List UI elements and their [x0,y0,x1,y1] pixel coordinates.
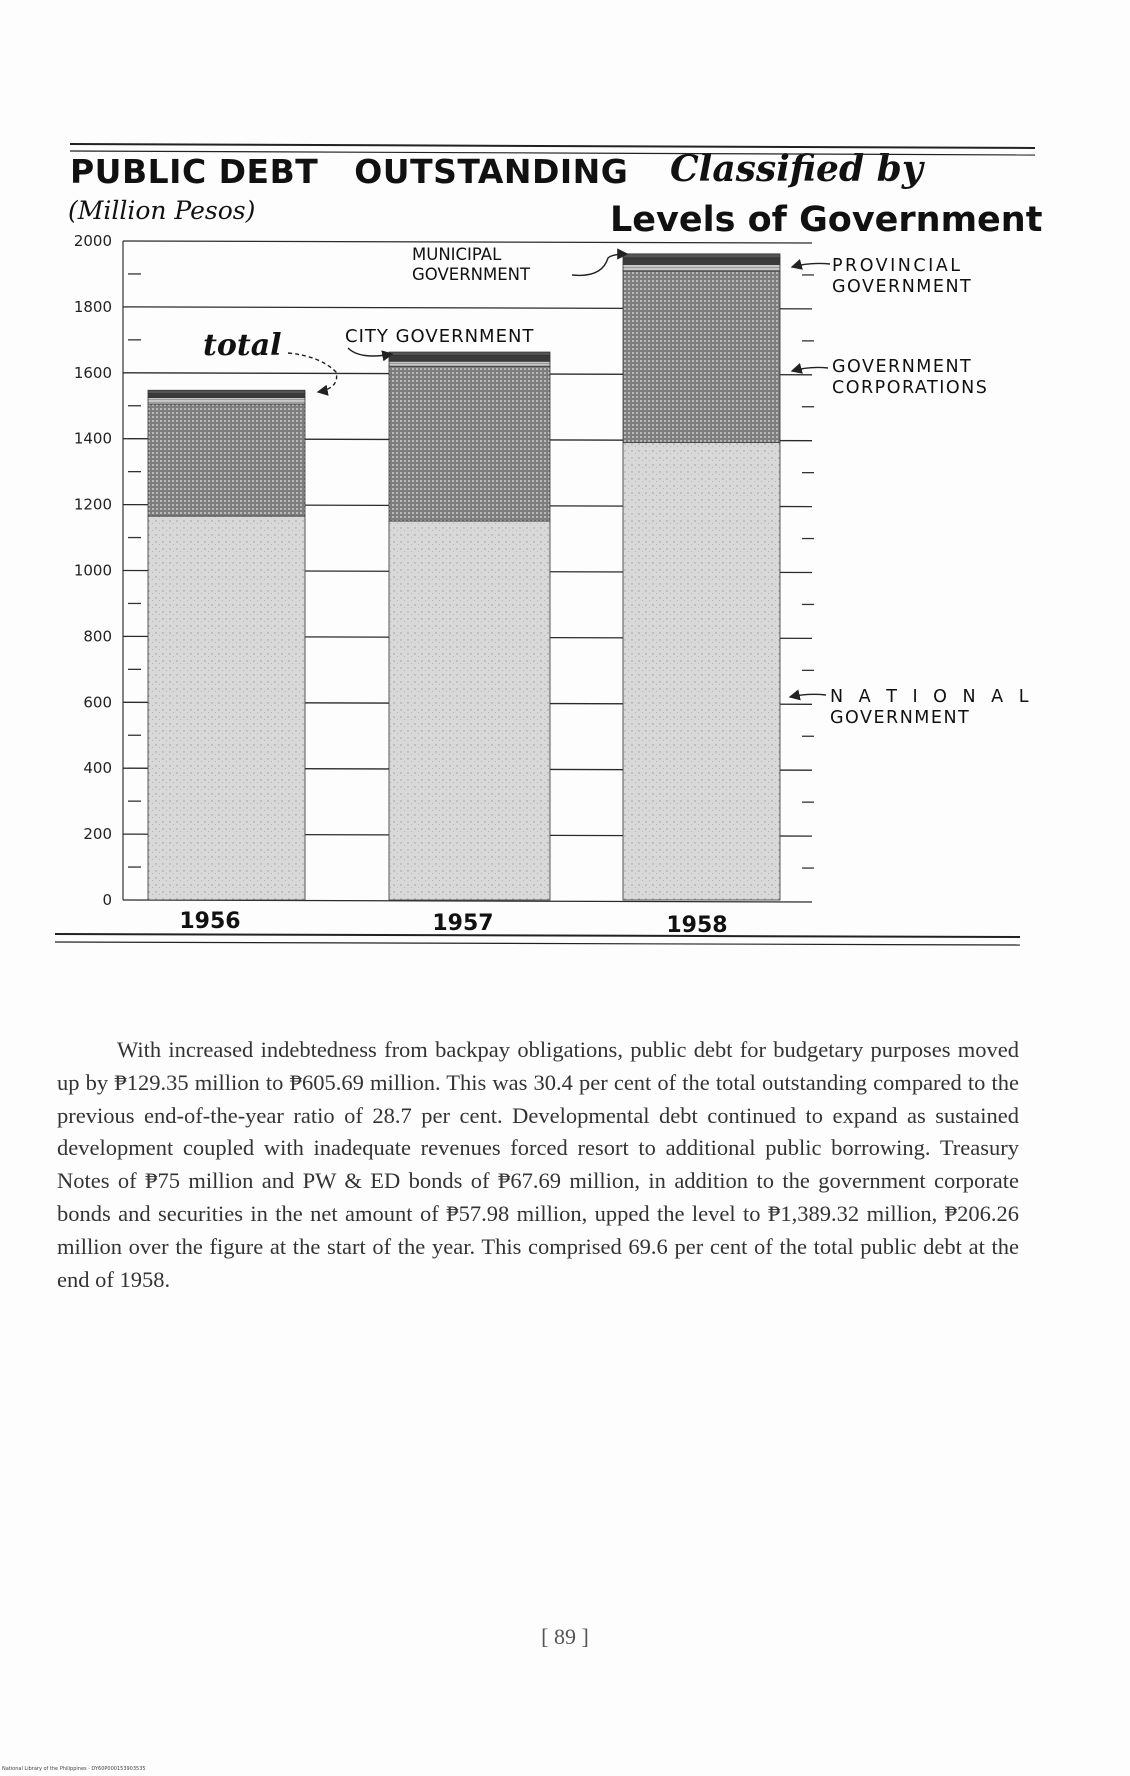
y-tick-label: 2000 [73,232,112,250]
bar-segment-national-1956 [148,516,305,900]
y-tick-label: 600 [83,693,112,712]
body-paragraph: With increased indebtedness from backpay obligations, public debt for budgetary purposes moved up by ₱129.35 million to ₱605.69 million. This was 30.4 per cent of the total outstanding compared to the previous end-of-the-year ratio of 28.7 per cent. Developmental debt continued to expand as sustained development coupled with inadequate revenues forced resort to additional public borrowing. Treasury Notes of ₱75 million and PW & ED bonds of ₱67.69 million, in addition to the government corporate bonds and securities in the net amount of ₱57.98 million, upped the level to ₱1,389.32 million, ₱206.26 million over the figure at the start of the year. This comprised 69.6 per cent of the total public debt at the end of 1958. [57,1037,1019,1292]
arrow-corporations [792,367,828,371]
label-corporations-1: GOVERNMENT [832,357,973,377]
label-provincial-1: PROVINCIAL [832,256,963,276]
y-tick-label: 1400 [73,429,112,448]
label-corporations-2: CORPORATIONS [832,378,989,398]
label-national-1: N A T I O N A L [830,687,1034,707]
arrow-provincial [792,263,830,267]
y-tick-label: 1000 [73,561,112,580]
y-tick-label: 1600 [73,363,112,382]
chart-unit-note: (Million Pesos) [68,196,256,225]
x-label-1957: 1957 [432,911,494,936]
bar-segment-city-1957 [389,355,550,361]
y-tick-label: 1800 [73,297,112,316]
label-municipal-1: MUNICIPAL [412,245,502,264]
label-municipal-2: GOVERNMENT [412,265,531,284]
label-total-note: total [203,328,282,363]
bar-segment-city-1958 [623,258,780,265]
frame-top-line-2 [70,151,1035,155]
y-tick-label: 200 [83,825,112,844]
y-tick-label: 400 [83,759,112,778]
label-provincial-2: GOVERNMENT [832,277,973,297]
bar-segment-provincial-1956 [148,398,305,405]
label-national-2: GOVERNMENT [830,708,971,728]
y-tick-label: 800 [83,627,112,646]
bar-segment-national-1957 [389,521,550,900]
frame-bottom-line-2 [55,942,1020,945]
bar-segment-corporations-1956 [148,404,305,516]
y-tick-label: 1200 [73,495,112,514]
bar-segment-corporations-1958 [623,271,780,442]
chart-title-part2: OUTSTANDING [354,152,629,191]
bar-segment-provincial-1957 [389,361,550,366]
label-city: CITY GOVERNMENT [345,326,535,347]
footer-credit: National Library of the Philippines · DY60P000153903535 [2,1766,146,1772]
bar-segment-corporations-1957 [389,366,550,521]
arrow-municipal [572,254,627,275]
bar-segment-municipal-1956 [148,390,305,393]
x-label-1958: 1958 [666,913,728,938]
bar-segment-municipal-1957 [389,352,550,355]
x-label-1956: 1956 [179,909,241,934]
bar-segment-national-1958 [623,442,780,900]
gridline [123,241,812,243]
bar-segment-city-1956 [148,394,305,398]
chart-handwritten-note: Classified by [670,148,923,190]
bar-segment-provincial-1958 [623,264,780,271]
frame-bottom-line-1 [55,934,1020,937]
chart-subtitle: Levels of Government [610,200,1043,240]
arrow-city [348,348,392,356]
page-number: [ 89 ] [541,1624,589,1649]
chart-title-part1: PUBLIC DEBT [70,152,319,191]
arrow-total [288,353,337,392]
arrow-national [790,694,826,697]
bar-segment-municipal-1958 [623,254,780,258]
y-tick-label: 0 [102,891,112,909]
frame-top-line-1 [70,144,1035,148]
y-tick-labels [74,232,112,909]
